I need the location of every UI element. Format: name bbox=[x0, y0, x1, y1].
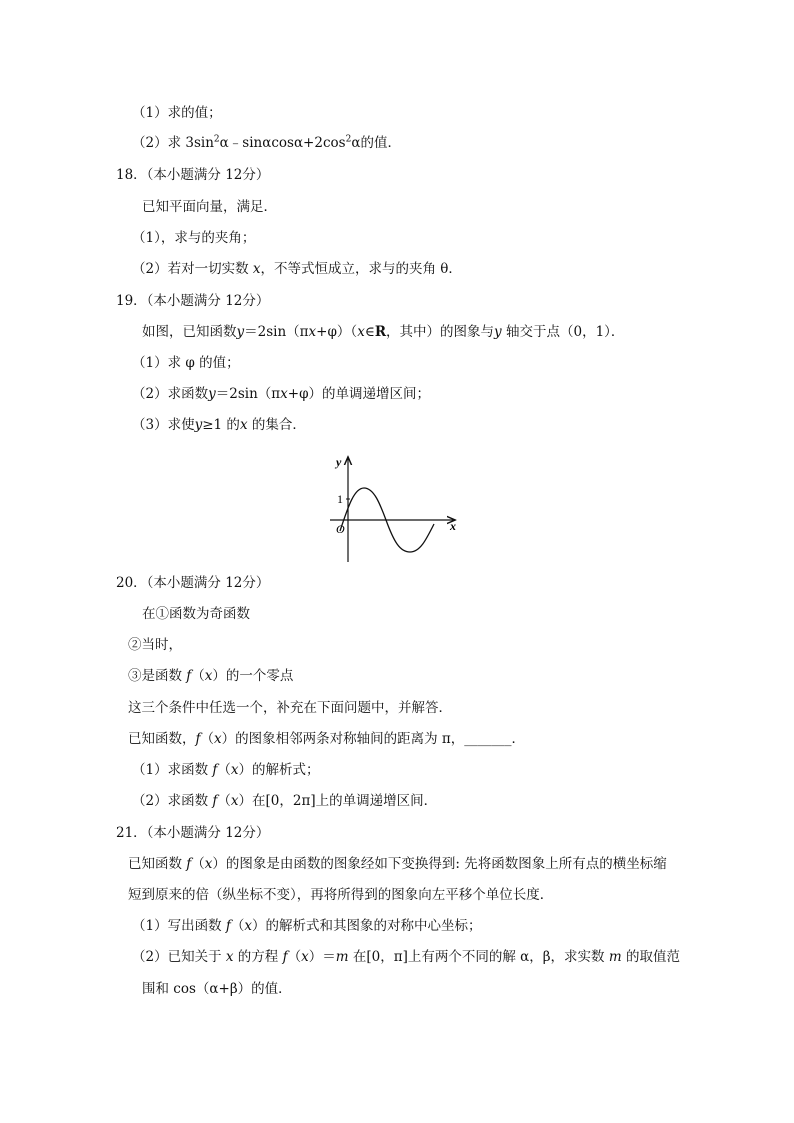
q20-cond3: ③是函数 f（x）的一个零点 bbox=[128, 668, 294, 684]
q17-part1: （1）求的值； bbox=[132, 105, 222, 121]
q21-part2-line2: 围和 cos（α+β）的值． bbox=[142, 981, 292, 997]
q20-cond1: 在①函数为奇函数 bbox=[142, 606, 250, 622]
x-axis-label: x bbox=[450, 519, 456, 533]
q19-part2: （2）求函数y＝2sin（πx+φ）的单调递增区间； bbox=[132, 386, 431, 402]
q18-part1: （1），求与的夹角； bbox=[132, 230, 256, 246]
sine-graph bbox=[326, 452, 466, 564]
q20-part1: （1）求函数 f（x）的解析式； bbox=[132, 762, 320, 778]
q18-part2: （2）若对一切实数 x，不等式恒成立，求与的夹角 θ． bbox=[132, 261, 462, 277]
q19-part1: （1）求 φ 的值； bbox=[132, 355, 240, 371]
q20-given: 已知函数，f（x）的图象相邻两条对称轴间的距离为 π，_______． bbox=[128, 731, 526, 747]
q17-part2: （2）求 $3\sin^2\alpha﹣\sin\alpha\cos\alpha+2\cos^2\alpha$的值． bbox=[132, 134, 401, 151]
q21-stem-line2: 短到原来的倍（纵坐标不变），再将所得到的图象向左平移个单位长度． bbox=[128, 887, 554, 903]
q21-header: 21．（本小题满分 12分） bbox=[116, 825, 270, 841]
q21-part2: （2）已知关于 x 的方程 f（x）＝m 在[0，π]上有两个不同的解 α，β，求实数 m 的取值范 bbox=[132, 949, 680, 965]
y-axis-label: y bbox=[336, 455, 342, 469]
tick-one-label: 1 bbox=[337, 492, 343, 506]
q19-stem: 如图，已知函数y＝2sin（πx+φ）（x∈R，其中）的图象与y 轴交于点（0，1）． bbox=[142, 324, 625, 340]
origin-label: O bbox=[336, 522, 345, 536]
q19-header: 19．（本小题满分 12分） bbox=[116, 293, 270, 309]
q18-header: 18．（本小题满分 12分） bbox=[116, 167, 270, 183]
q21-stem-line1: 已知函数 f（x）的图象是由函数的图象经如下变换得到: 先将函数图象上所有点的横坐标缩 bbox=[128, 856, 667, 872]
q20-header: 20．（本小题满分 12分） bbox=[116, 575, 270, 591]
q20-part2: （2）求函数 f（x）在[0，2π]上的单调递增区间． bbox=[132, 793, 438, 809]
q20-cond2: ②当时， bbox=[128, 637, 182, 653]
q21-part1: （1）写出函数 f（x）的解析式和其图象的对称中心坐标； bbox=[132, 918, 482, 934]
q20-choose: 这三个条件中任选一个，补充在下面问题中，并解答． bbox=[128, 700, 452, 716]
answer-blank: _______ bbox=[464, 731, 512, 747]
q19-part3: （3）求使y≥1 的x 的集合． bbox=[132, 417, 306, 433]
q18-stem: 已知平面向量，满足． bbox=[142, 199, 277, 215]
